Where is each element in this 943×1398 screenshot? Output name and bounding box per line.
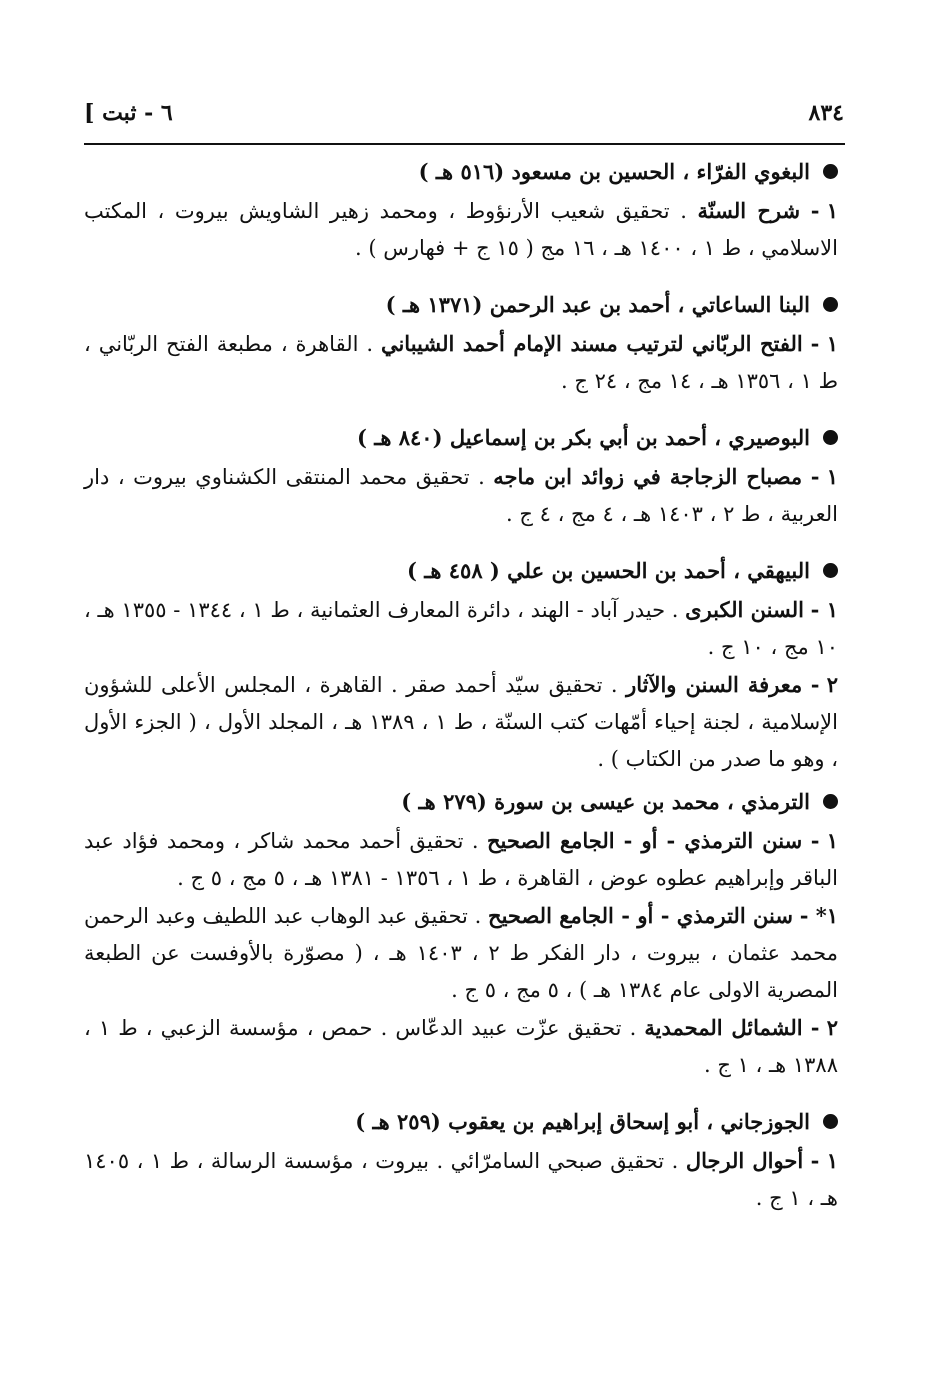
page-header	[84, 96, 844, 136]
header-rule	[84, 143, 845, 145]
work-details: . تحقيق محمد المنتقى الكشناوي بيروت ، دار العربية ، ط ٢ ، ١٤٠٣ هـ ، ٤ مج ، ٤ ج .	[84, 465, 838, 526]
work-item	[84, 897, 838, 1009]
bullet-icon	[823, 430, 838, 445]
work-title: سنن الترمذي - أو - الجامع الصحيح	[488, 903, 793, 928]
bullet-icon	[823, 563, 838, 578]
work-number: ١* -	[799, 903, 838, 928]
bullet-icon	[823, 164, 838, 179]
work-title: الفتح الربّاني لترتيب مسند الإمام أحمد الشيباني	[380, 331, 803, 356]
author-name: البوصيري ، أحمد بن أبي بكر بن إسماعيل (٨٤٠ هـ )	[356, 425, 810, 450]
author-name: البغوي الفرّاء ، الحسين بن مسعود (٥١٦ هـ )	[418, 159, 810, 184]
work-title: السنن الكبرى	[685, 597, 804, 622]
bibliography-entry	[84, 152, 838, 267]
work-title: الشمائل المحمدية	[644, 1015, 803, 1040]
bibliography-entry	[84, 782, 838, 1084]
work-details: . تحقيق شعيب الأرنؤوط ، ومحمد زهير الشاويش بيروت ، المكتب الاسلامي ، ط ١ ، ١٤٠٠ هـ ، ١٦ مج ( ١٥ ج + فهارس ) .	[84, 199, 838, 260]
work-number: ١ -	[810, 198, 839, 223]
section-tag: [ ٦ - ثبت	[84, 100, 173, 126]
work-title: سنن الترمذي - أو - الجامع الصحيح	[487, 828, 803, 853]
author-name: البيهقي ، أحمد بن الحسين بن علي ( ٤٥٨ هـ )	[406, 558, 810, 583]
author-name: الترمذي ، محمد بن عيسى بن سورة (٢٧٩ هـ )	[401, 789, 810, 814]
work-number: ٢ -	[810, 1015, 839, 1040]
work-item	[84, 325, 838, 400]
bibliography-entry	[84, 551, 838, 778]
work-details: . القاهرة ، مطبعة الفتح الربّاني ، ط ١ ، ١٣٥٦ هـ ، ١٤ مج ، ٢٤ ج .	[84, 332, 838, 393]
bibliography-entry	[84, 285, 838, 400]
bullet-icon	[823, 297, 838, 312]
bullet-icon	[823, 794, 838, 809]
work-details: . تحقيق عبد الوهاب عبد اللطيف وعبد الرحمن محمد عثمان ، بيروت ، دار الفكر ط ٢ ، ١٤٠٣ هـ ، ( مصوّرة بالأوفست عن الطبعة المصرية الاولى عام ١٣٨٤ هـ ) ، ٥ مج ، ٥ ج .	[84, 904, 838, 1002]
work-item	[84, 666, 838, 778]
author-name: البنا الساعاتي ، أحمد بن عبد الرحمن (١٣٧١ هـ )	[385, 292, 810, 317]
work-details: . تحقيق أحمد محمد شاكر ، ومحمد فؤاد عبد الباقر وإبراهيم عطوه عوض ، القاهرة ، ط ١ ، ١٣٥٦ - ١٣٨١ هـ ، ٥ مج ، ٥ ج .	[84, 829, 838, 890]
work-details: . تحقيق صبحي السامرّائي . بيروت ، مؤسسة الرسالة ، ط ١ ، ١٤٠٥ هـ ، ١ ج .	[84, 1149, 838, 1210]
work-number: ١ -	[810, 828, 838, 853]
work-details: . تحقيق سيّد أحمد صقر . القاهرة ، المجلس الأعلى للشؤون الإسلامية ، لجنة إحياء أمّهات كتب السنّة ، ط ١ ، ١٣٨٩ هـ ، المجلد الأول ، ( الجزء الأول ، وهو ما صدر من الكتاب ) .	[84, 673, 838, 771]
work-item	[84, 1142, 838, 1217]
work-item	[84, 1009, 838, 1084]
work-title: معرفة السنن والآثار	[626, 672, 803, 697]
work-item	[84, 192, 838, 267]
work-number: ١ -	[810, 464, 838, 489]
work-number: ١ -	[810, 1148, 838, 1173]
work-title: مصباح الزجاجة في زوائد ابن ماجه	[493, 464, 803, 489]
work-number: ١ -	[810, 331, 838, 356]
bibliography-entry	[84, 1102, 838, 1217]
work-details: . حيدر آباد - الهند ، دائرة المعارف العثمانية ، ط ١ ، ١٣٤٤ - ١٣٥٥ هـ ، ١٠ مج ، ١٠ ج .	[84, 598, 838, 659]
author-name: الجوزجاني ، أبو إسحاق إبراهيم بن يعقوب (٢٥٩ هـ )	[355, 1109, 810, 1134]
bullet-icon	[823, 1114, 838, 1129]
work-title: شرح السنّة	[697, 198, 801, 223]
work-item	[84, 458, 838, 533]
bibliography-entry	[84, 418, 838, 533]
page-number: ٨٣٤	[808, 100, 844, 126]
work-item	[84, 591, 838, 666]
bibliography-list	[84, 152, 838, 1217]
work-item	[84, 822, 838, 897]
work-number: ٢ -	[810, 672, 838, 697]
work-number: ١ -	[810, 597, 838, 622]
work-details: . تحقيق عزّت عبيد الدعّاس . حمص ، مؤسسة الزعبي ، ط ١ ، ١٣٨٨ هـ ، ١ ج .	[84, 1016, 838, 1077]
work-title: أحوال الرجال	[685, 1148, 804, 1173]
